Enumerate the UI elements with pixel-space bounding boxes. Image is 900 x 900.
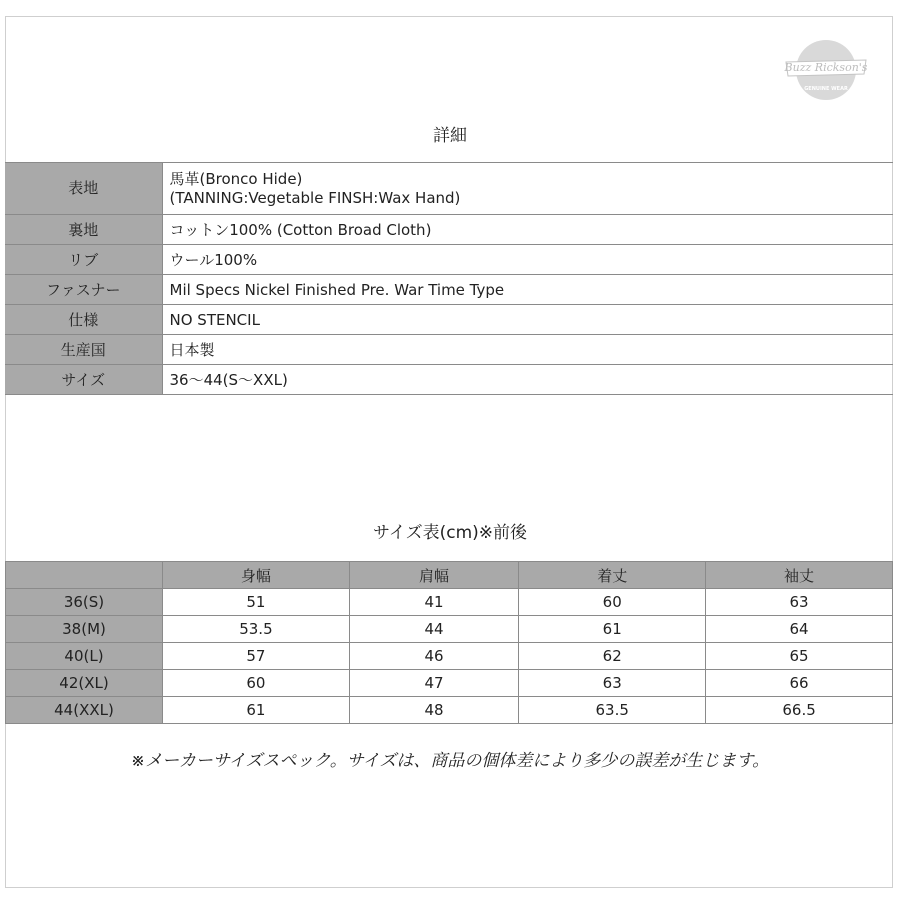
table-row	[5, 215, 893, 245]
table-row	[6, 589, 893, 616]
table-cell: 62	[519, 643, 706, 670]
row-value: 日本製	[162, 335, 893, 365]
table-cell: 66	[706, 670, 893, 697]
row-label: 裏地	[5, 215, 162, 245]
table-cell: 65	[706, 643, 893, 670]
table-cell: 66.5	[706, 697, 893, 724]
row-label: サイズ	[5, 365, 162, 395]
brand-logo	[780, 38, 872, 102]
value-line: (TANNING:Vegetable FINSH:Wax Hand)	[169, 188, 461, 207]
row-value: NO STENCIL	[162, 305, 893, 335]
row-value: コットン100% (Cotton Broad Cloth)	[162, 215, 893, 245]
table-row	[5, 245, 893, 275]
table-row	[6, 616, 893, 643]
size-note: ※メーカーサイズスペック。サイズは、商品の個体差により多少の誤差が生じます。	[130, 751, 770, 771]
table-cell: 48	[349, 697, 518, 724]
table-row	[5, 305, 893, 335]
size-label: 44(XXL)	[6, 697, 163, 724]
table-cell: 60	[519, 589, 706, 616]
table-cell: 44	[349, 616, 518, 643]
size-table	[5, 561, 893, 724]
row-value: 36〜44(S〜XXL)	[162, 365, 893, 395]
table-cell: 41	[349, 589, 518, 616]
size-label: 40(L)	[6, 643, 163, 670]
table-cell: 47	[349, 670, 518, 697]
table-row	[5, 275, 893, 305]
row-label: 仕様	[5, 305, 162, 335]
header-cell	[6, 562, 163, 589]
table-cell: 61	[519, 616, 706, 643]
table-cell: 63	[706, 589, 893, 616]
header-cell: 着丈	[519, 562, 706, 589]
table-cell: 57	[163, 643, 350, 670]
row-value: Mil Specs Nickel Finished Pre. War Time Type	[162, 275, 893, 305]
logo-sub-text: GENUINE WEAR	[804, 86, 848, 92]
detail-table	[5, 162, 893, 395]
table-row	[6, 670, 893, 697]
table-row	[5, 163, 893, 215]
table-cell: 63	[519, 670, 706, 697]
row-label: ファスナー	[5, 275, 162, 305]
row-label: 生産国	[5, 335, 162, 365]
header-row	[6, 562, 893, 589]
table-cell: 60	[163, 670, 350, 697]
logo-brand-text: Buzz Rickson's	[784, 61, 868, 74]
size-label: 38(M)	[6, 616, 163, 643]
header-cell: 袖丈	[706, 562, 893, 589]
detail-title: 詳細	[433, 126, 467, 146]
size-table-title: サイズ表(cm)※前後	[372, 523, 528, 543]
table-row	[5, 335, 893, 365]
row-value	[162, 163, 893, 215]
table-cell: 53.5	[163, 616, 350, 643]
table-row	[6, 697, 893, 724]
size-label: 36(S)	[6, 589, 163, 616]
table-row	[5, 365, 893, 395]
row-label: 表地	[5, 163, 162, 215]
table-cell: 63.5	[519, 697, 706, 724]
table-cell: 64	[706, 616, 893, 643]
table-cell: 61	[163, 697, 350, 724]
size-label: 42(XL)	[6, 670, 163, 697]
row-label: リブ	[5, 245, 162, 275]
header-cell: 肩幅	[349, 562, 518, 589]
value-line: 馬革(Bronco Hide)	[169, 169, 303, 188]
table-cell: 46	[349, 643, 518, 670]
row-value: ウール100%	[162, 245, 893, 275]
header-cell: 身幅	[163, 562, 350, 589]
table-cell: 51	[163, 589, 350, 616]
table-row	[6, 643, 893, 670]
